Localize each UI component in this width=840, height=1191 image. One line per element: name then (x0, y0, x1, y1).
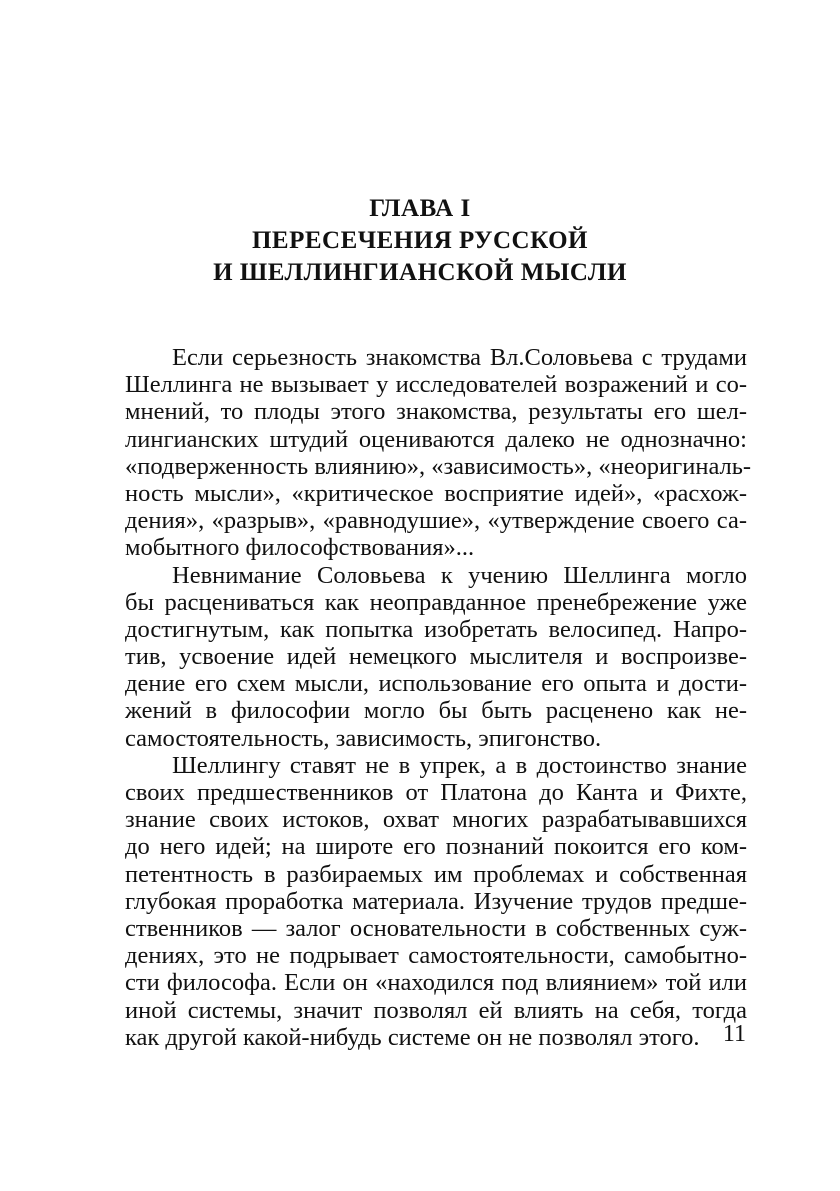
text-line: мобытного философствования»... (125, 534, 475, 562)
text-line: дения», «разрыв», «равнодушие», «утверждение своего са- (125, 507, 747, 535)
text-line: мнений, то плоды этого знакомства, результаты его шел- (125, 398, 747, 426)
chapter-title-line-2: И ШЕЛЛИНГИАНСКОЙ МЫСЛИ (213, 259, 627, 286)
text-line: Шеллингу ставят не в упрек, а в достоинство знание (172, 751, 747, 779)
text-line: Шеллинга не вызывает у исследователей возражений и со- (125, 371, 747, 399)
text-line: знание своих истоков, охват многих разрабатывавшихся (125, 806, 747, 834)
text-line: достигнутым, как попытка изобретать велосипед. Напро- (125, 615, 747, 643)
text-line: «подверженность влиянию», «зависимость», «неоригиналь- (125, 452, 752, 480)
text-line: как другой какой-нибудь системе он не позволял этого. (125, 1023, 700, 1051)
text-line: жений в философии могло бы быть расценено как не- (125, 697, 747, 725)
text-line: тив, усвоение идей немецкого мыслителя и воспроизве- (125, 643, 747, 671)
text-line: дениях, это не подрывает самостоятельности, самобытно- (125, 942, 747, 970)
paragraph-1 (125, 344, 752, 562)
text-line: своих предшественников от Платона до Канта и Фихте, (125, 779, 747, 806)
text-line: глубокая проработка материала. Изучение трудов предше- (125, 887, 747, 915)
text-line: петентность в разбираемых им проблемах и собственная (125, 860, 747, 888)
text-line: самостоятельность, зависимость, эпигонство. (125, 724, 602, 752)
text-line: ность мысли», «критическое восприятие идей», «расхож- (125, 479, 747, 507)
paragraph-3 (125, 752, 747, 1051)
chapter-number: ГЛАВА I (369, 195, 471, 222)
text-line: ственников — залог основательности в собственных суж- (125, 914, 747, 942)
text-line: Невнимание Соловьева к учению Шеллинга могло (172, 561, 747, 589)
chapter-heading (0, 193, 840, 289)
text-line: иной системы, значит позволял ей влиять на себя, тогда (125, 996, 747, 1024)
text-line: бы расцениваться как неоправданное пренебрежение уже (125, 588, 747, 616)
text-line: сти философа. Если он «находился под влиянием» той или (125, 969, 747, 997)
chapter-title-line-1: ПЕРЕСЕЧЕНИЯ РУССКОЙ (251, 227, 588, 254)
text-line: до него идей; на широте его познаний покоится его ком- (125, 833, 747, 861)
page-number: 11 (722, 1021, 746, 1047)
text-line: лингианских штудий оцениваются далеко не однозначно: (125, 425, 747, 453)
body-text (125, 344, 752, 1051)
text-line: дение его схем мысли, использование его опыта и дости- (125, 670, 747, 698)
text-line: Если серьезность знакомства Вл.Соловьева с трудами (172, 344, 747, 371)
paragraph-2 (125, 562, 747, 752)
